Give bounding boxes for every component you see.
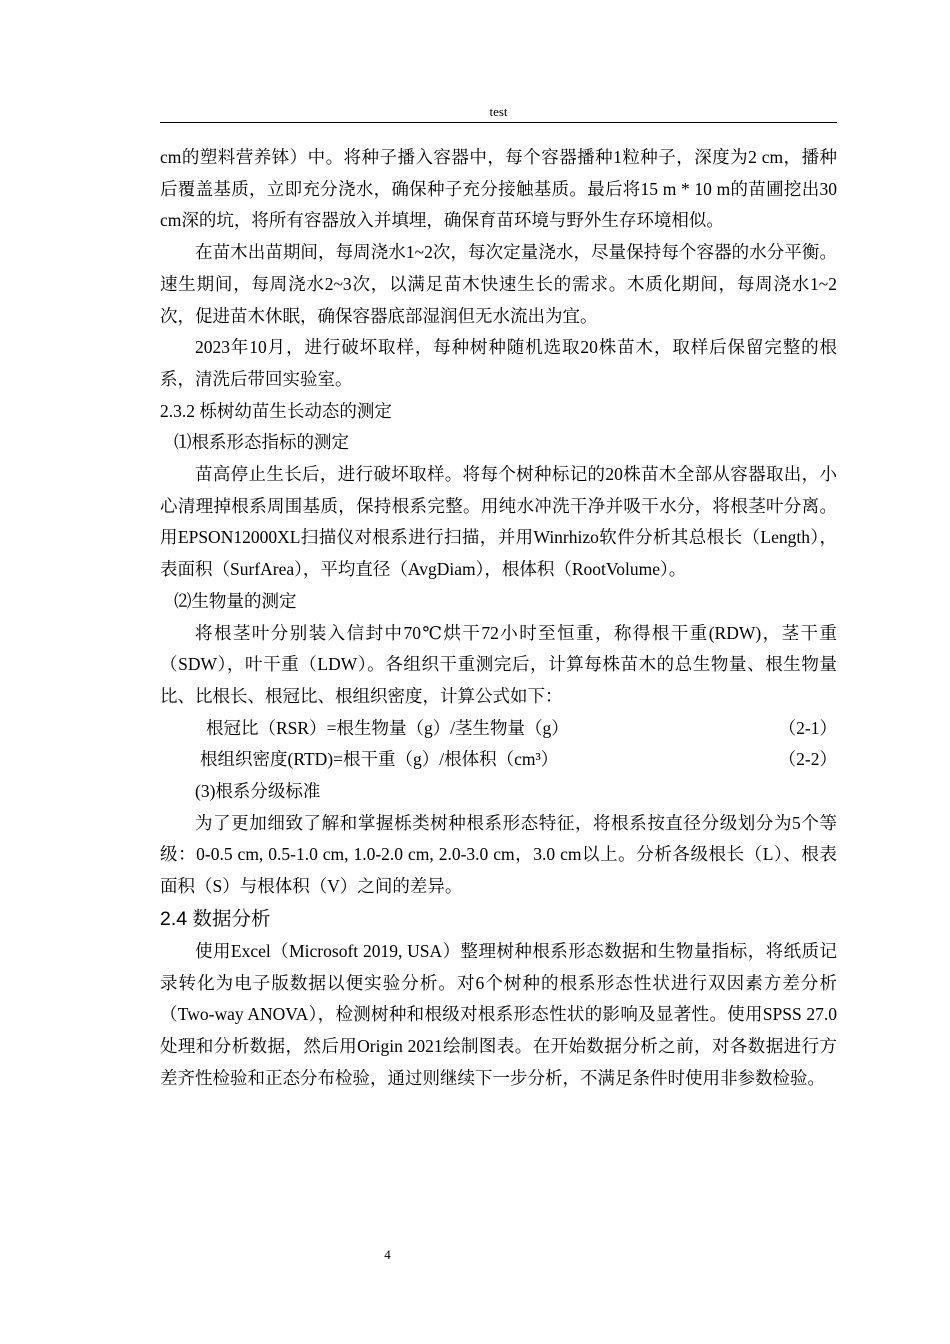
section-heading-2-3-2: 2.3.2 栎树幼苗生长动态的测定 bbox=[160, 400, 392, 421]
formula-2-2-text: 根组织密度(RTD)=根干重（g）/根体积（cm³） bbox=[200, 749, 559, 770]
paragraph-7: 使用Excel（Microsoft 2019, USA）整理树种根系形态数据和生物量指标，将纸质记录转化为电子版数据以便实验分析。对6个树种的根系形态性状进行双因素方差分析（Two-way ANOVA），检测树种和根级对根系形态性状的影响及显著性。使用SPSS 27.0处理和分析数据，然后用Origin 2021绘制图表。在开始数据分析之前，对各数据进行方差齐性检验和正态分布检验，通过则继续下一步分析，不满足条件时使用非参数检验。 bbox=[160, 940, 837, 1088]
page-number: 4 bbox=[384, 1247, 391, 1262]
paragraph-1: cm的塑料营养钵）中。将种子播入容器中，每个容器播种1粒种子，深度为2 cm，播种后覆盖基质，立即充分浇水，确保种子充分接触基质。最后将15 m * 10 m的苗圃挖出30 cm深的坑，将所有容器放入并填埋，确保育苗环境与野外生存环境相似。 bbox=[160, 147, 837, 231]
paragraph-4: 苗高停止生长后，进行破坏取样。将每个树种标记的20株苗木全部从容器取出，小心清理掉根系周围基质，保持根系完整。用纯水冲洗干净并吸干水分，将根茎叶分离。用EPSON12000XL扫描仪对根系进行扫描，并用Winrhizo软件分析其总根长（Length），表面积（SurfArea），平均直径（AvgDiam），根体积（RootVolume）。 bbox=[160, 464, 837, 580]
subheading-biomass: ⑵生物量的测定 bbox=[174, 590, 297, 611]
page-body bbox=[160, 142, 837, 1094]
header-rule bbox=[160, 122, 837, 123]
formula-2-1-number: （2-1） bbox=[778, 717, 837, 738]
subheading-root-morphology: ⑴根系形态指标的测定 bbox=[174, 432, 349, 453]
formula-2-2-number: （2-2） bbox=[778, 749, 837, 770]
paragraph-2: 在苗木出苗期间，每周浇水1~2次，每次定量浇水，尽量保持每个容器的水分平衡。速生期间，每周浇水2~3次，以满足苗木快速生长的需求。木质化期间，每周浇水1~2次，促进苗木休眠，确保容器底部湿润但无水流出为宜。 bbox=[160, 242, 837, 326]
paragraph-5: 将根茎叶分别装入信封中70℃烘干72小时至恒重，称得根干重(RDW)，茎干重（SDW），叶干重（LDW）。各组织干重测完后，计算每株苗木的总生物量、根生物量比、比根长、根冠比、根组织密度，计算公式如下： bbox=[160, 622, 837, 706]
subheading-root-classification: (3)根系分级标准 bbox=[195, 781, 321, 802]
paragraph-6: 为了更加细致了解和掌握栎类树种根系形态特征，将根系按直径分级划分为5个等级：0-0.5 cm, 0.5-1.0 cm, 1.0-2.0 cm, 2.0-3.0 cm，3.0 cm以上。分析各级根长（L）、根表面积（S）与根体积（V）之间的差异。 bbox=[160, 812, 837, 897]
formula-2-1-text: 根冠比（RSR）=根生物量（g）/茎生物量（g） bbox=[206, 717, 569, 738]
formula-2-2 bbox=[160, 744, 837, 776]
section-heading-2-4: 2.4 数据分析 bbox=[160, 907, 271, 930]
paragraph-3: 2023年10月，进行破坏取样，每种树种随机选取20株苗木，取样后保留完整的根系，清洗后带回实验室。 bbox=[160, 337, 837, 389]
formula-2-1 bbox=[160, 713, 837, 745]
page-header: test bbox=[489, 104, 508, 119]
